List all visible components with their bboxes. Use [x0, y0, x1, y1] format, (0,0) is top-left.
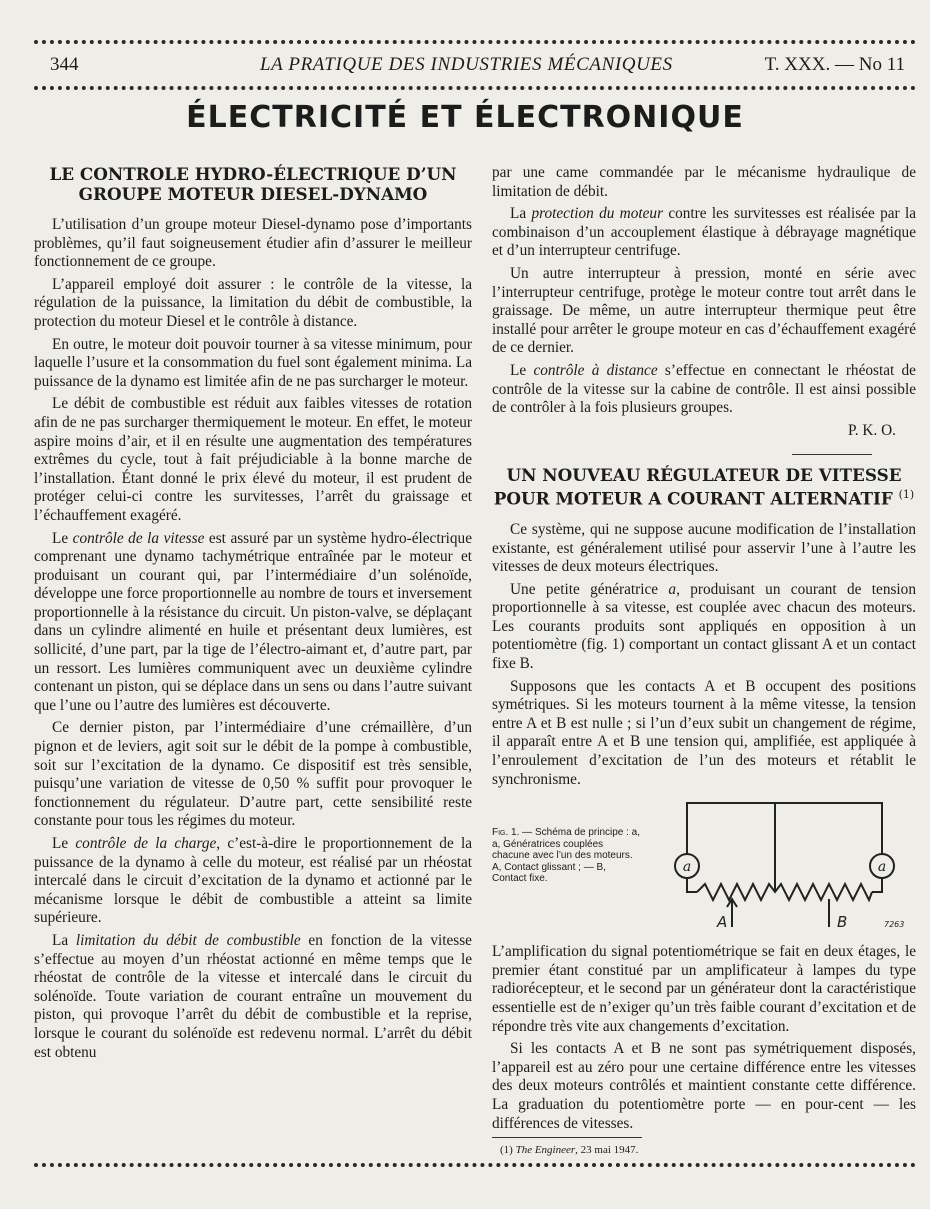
paragraph: L’appareil employé doit assurer : le contrôle de la vitesse, la régulation de la puissance, la limitation du débit de combustible, la protection du moteur Diesel et le contrôle à distance. — [34, 275, 472, 330]
volume-issue: T. XXX. — No 11 — [764, 54, 905, 75]
paragraph: Ce système, qui ne suppose aucune modification de l’installation existante, est généralement utilisé pour asservir l’une à l’autre les vitesses de deux moteurs électriques. — [492, 520, 916, 576]
running-header — [50, 54, 905, 80]
gen-right-label: a — [877, 859, 887, 876]
left-column — [34, 164, 472, 1066]
paragraph: La limitation du débit de combustible en fonction de la vitesse s’effectue au moyen d’un rhéostat actionné en même temps que le rhéostat de contrôle de la vitesse et intercalé dans le circuit du solénoïde. Toute variation de courant entraîne un mouvement du piston, qui provoque l’arrêt du débit de combustible et la reprise, lorsque le courant du solénoïde est redevenu normal. L’arrêt du débit est obtenu — [34, 931, 472, 1061]
figure-ref-number: 7263 — [884, 920, 905, 930]
journal-title: LA PRATIQUE DES INDUSTRIES MÉCANIQUES — [260, 54, 673, 75]
section-title: ÉLECTRICITÉ ET ÉLECTRONIQUE — [186, 100, 744, 135]
separator-rule — [792, 454, 872, 455]
paragraph: Un autre interrupteur à pression, monté en série avec l’interrupteur centrifuge, protège le moteur contre tout arrêt dans le graissage. De même, un autre interrupteur thermique peut être installé pour arrêter le groupe moteur en cas d’échauffement exagéré de ce dernier. — [492, 264, 916, 357]
paragraph: Le contrôle de la vitesse est assuré par un système hydro-électrique comprenant une dynamo tachymétrique entraînée par le moteur et produisant un courant qui, par l’intermédiaire d’un solénoïde, développe une force proportionnelle au nombre de tours et inversement proportionnelle à la résistance du circuit. Un piston-valve, se déplaçant dans un cylindre alimenté en huile et présentant deux lumières, est sollicité, d’une part, par la tige de l’électro-aimant et, d’autre part, par un ressort. Les lumières communiquent avec un deuxième cylindre contenant un piston, qui se déplace dans un sens ou dans l’autre suivant que l’une ou l’autre des lumières est découverte. — [34, 529, 472, 714]
paragraph: Si les contacts A et B ne sont pas symétriquement disposés, l’appareil est au zéro pour une certaine différence entre les vitesses des deux moteurs contrôlés et maintient constante cette différence. La graduation du potentiomètre porte — en pour-cent — les différences de vitesses. — [492, 1040, 916, 1132]
figure-caption: Fig. 1. — Schéma de principe : a, a, Génératrices couplées chacune avec l’un des moteurs. A, Contact glissant ; — B, Contact fixe. — [492, 827, 641, 885]
wire-top — [687, 803, 882, 855]
top-rule — [34, 40, 916, 44]
resistor — [697, 884, 872, 900]
footnote: (1) The Engineer, 23 mai 1947. — [500, 1144, 639, 1157]
wire-right — [872, 877, 882, 892]
wire-left — [687, 877, 697, 892]
paragraph: En outre, le moteur doit pouvoir tourner à sa vitesse minimum, pour laquelle l’usure et la consommation du fuel sont également minima. La puissance de la dynamo est limitée afin de ne pas surcharger le moteur. — [34, 335, 472, 390]
paragraph: Le débit de combustible est réduit aux faibles vitesses de rotation afin de ne pas surcharger thermiquement le moteur. En effet, le moteur aspire moins d’air, et il en résulte une augmentation des températures extrêmes du cycle, tout à fait préjudiciable à la bonne marche de l’installation. Étant donné le prix élevé du moteur, il est prudent de protéger celui-ci contre les survitesses, l’arrêt du graissage et l’échauffement exagéré. — [34, 395, 472, 524]
bottom-rule — [34, 1163, 916, 1167]
paragraph: Supposons que les contacts A et B occupent des positions symétriques. Si les moteurs tournent à la même vitesse, la tension entre A et B est nulle ; si l’un d’eux subit un changement de régime, il apparaît entre A et B une tension qui, amplifiée, est appliquée à l’enroulement d’excitation de l’un des moteurs et rétablit le synchronisme. — [492, 677, 916, 788]
paragraph: Le contrôle de la charge, c’est-à-dire le proportionnement de la puissance de la dynamo à celle du moteur, est réalisé par un rhéostat intercalé dans le circuit d’excitation de la dynamo et actionné par le mécanisme lorsque le débit de combustible a atteint sa limite supérieure. — [34, 835, 472, 927]
label-B: B — [837, 913, 848, 932]
article1-title: LE CONTROLE HYDRO-ÉLECTRIQUE D’UN GROUPE MOTEUR DIESEL-DYNAMO — [49, 164, 457, 204]
right-column — [492, 164, 916, 1164]
figure-1 — [492, 797, 916, 937]
paragraph: L’amplification du signal potentiométrique se fait en deux étages, le premier étant constitué par un amplificateur à lampes du type radiorécepteur, et le second par un générateur dont la caractéristique essentielle est de n’exiger qu’un très faible courant d’excitation et de répondre très vite aux changements d’excitation. — [492, 943, 916, 1035]
potentiometer-schematic — [657, 797, 912, 935]
header-rule — [34, 86, 916, 90]
paragraph: La protection du moteur contre les survitesses est réalisée par la combinaison d’un accouplement élastique à débrayage magnétique et d’un interrupteur centrifuge. — [492, 205, 916, 260]
footnote-rule — [492, 1137, 642, 1138]
gen-left-label: a — [682, 859, 692, 876]
signature: P. K. O. — [847, 421, 896, 439]
page-number: 344 — [50, 54, 79, 75]
paragraph: Ce dernier piston, par l’intermédiaire d’une crémaillère, d’un pignon et de leviers, agit soit sur le débit de la pompe à combustible, soit sur l’excitation de la dynamo. Ce dispositif est très sensible, puisqu’une variation de vitesse de 0,50 % suffit pour provoquer le fonctionnement du régulateur. D’autre part, cette sensibilité reste constante pour tous les régimes du moteur. — [34, 719, 472, 830]
paragraph: par une came commandée par le mécanisme hydraulique de limitation de débit. — [492, 164, 916, 200]
paragraph: L’utilisation d’un groupe moteur Diesel-dynamo pose d’importants problèmes, qu’il faut soigneusement étudier afin d’assurer le meilleur fonctionnement de ce groupe. — [34, 216, 472, 271]
paragraph: Le contrôle à distance s’effectue en connectant le rhéostat de contrôle de la vitesse sur la cabine de contrôle. Il est ainsi possible de contrôler à la fois plusieurs groupes. — [492, 361, 916, 417]
label-A: A — [717, 913, 728, 932]
sliding-contact-arrow — [727, 899, 737, 927]
paragraph: Une petite génératrice a, produisant un courant de tension proportionnelle à sa vitesse, est couplée avec chacun des moteurs. Les courants produits sont appliqués en opposition à un potentiomètre (fig. 1) comportant un contact glissant A et un contact fixe B. — [492, 580, 916, 673]
article2-title: UN NOUVEAU RÉGULATEUR DE VITESSE POUR MOTEUR A COURANT ALTERNATIF $^{(1)}$ — [493, 465, 915, 509]
